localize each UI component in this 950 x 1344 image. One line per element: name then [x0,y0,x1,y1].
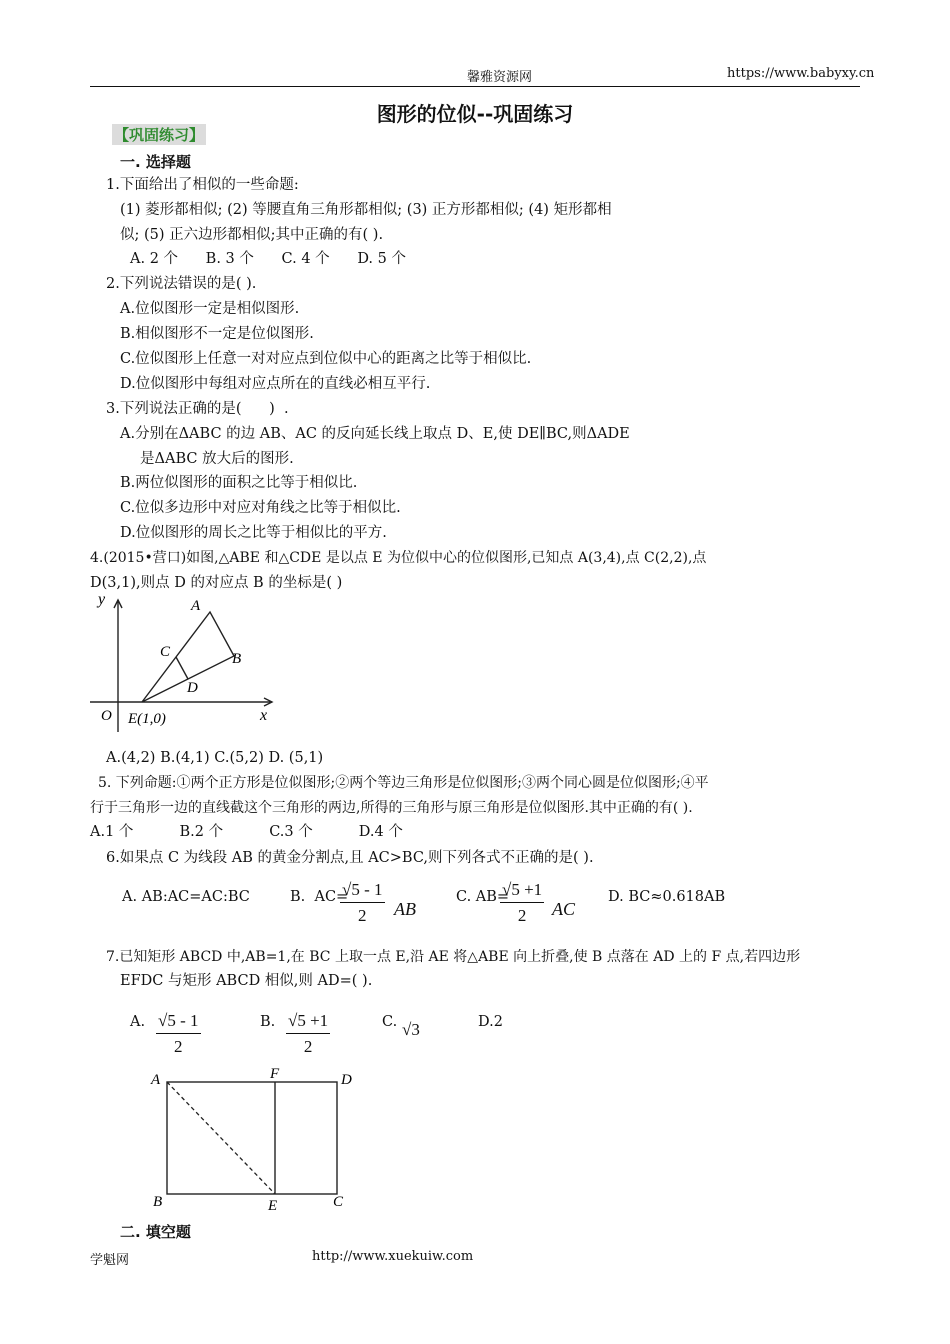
label-e: E(1,0) [128,711,166,727]
rectangle-abcd [167,1082,337,1194]
fold-line-ae [167,1082,275,1194]
label-f: F [270,1066,280,1082]
q2-option-b: B.相似图形不一定是位似图形. [120,326,314,342]
q3-option-a-line2: 是ΔABC 放大后的图形. [140,451,294,467]
q7-line1: 7.已知矩形 ABCD 中,AB=1,在 BC 上取一点 E,沿 AE 将△ABE 向上折叠,使 B 点落在 AD 上的 F 点,若四边形 [106,949,801,965]
q6-option-b-prefix: B. AC= [290,889,349,905]
q4-options: A.(4,2) B.(4,1) C.(5,2) D. (5,1) [106,750,324,766]
q5-line2: 行于三角形一边的直线截这个三角形的两边,所得的三角形与原三角形是位似图形.其中正确的有( ). [90,800,693,816]
section-heading-choice: 一. 选择题 [120,153,191,171]
q7-b-numerator: √5 +1 [286,1011,330,1034]
q1-line1: (1) 菱形都相似; (2) 等腰直角三角形都相似; (3) 正方形都相似; (4) 矩形都相 [120,202,612,218]
label-c: C [333,1194,344,1210]
label-d: D [187,680,198,696]
q7-option-a-label: A. [130,1014,146,1030]
q4-line2: D(3,1),则点 D 的对应点 B 的坐标是( ) [90,575,343,591]
q3-option-c: C.位似多边形中对应对角线之比等于相似比. [120,500,401,516]
label-o: O [101,708,112,724]
q1-options: A. 2 个 B. 3 个 C. 4 个 D. 5 个 [130,251,406,267]
label-c: C [160,644,171,660]
q6-option-a: A. AB:AC=AC:BC [122,889,250,905]
q1-stem: 1.下面给出了相似的一些命题: [106,177,299,193]
footer-site: 学魁网 [90,1253,130,1268]
q2-stem: 2.下列说法错误的是( ). [106,276,257,292]
label-a: A [151,1072,161,1088]
label-b: B [153,1194,163,1210]
footer-url: http://www.xuekuiw.com [312,1249,474,1264]
section-heading-fill: 二. 填空题 [120,1223,191,1241]
label-y: y [98,591,106,608]
q6-option-b-suffix: AB [394,899,416,919]
q5-options: A.1 个 B.2 个 C.3 个 D.4 个 [90,824,403,840]
q2-option-a: A.位似图形一定是相似图形. [120,301,300,317]
q3-option-a-line1: A.分别在ΔABC 的边 AB、AC 的反向延长线上取点 D、E,使 DE∥BC,则ΔADE [120,426,630,442]
q2-option-d: D.位似图形中每组对应点所在的直线必相互平行. [120,376,431,392]
q6-option-c-fraction [500,880,544,926]
q7-option-c-value: √3 [402,1020,420,1039]
q7-option-b-fraction [286,1011,330,1057]
q3-option-b: B.两位似图形的面积之比等于相似比. [120,475,358,491]
q7-option-b-label: B. [260,1014,276,1030]
q4-line1: 4.(2015•营口)如图,△ABE 和△CDE 是以点 E 为位似中心的位似图形,已知点 A(3,4),点 C(2,2),点 [90,550,707,566]
label-x: x [260,707,268,724]
q6-option-b-fraction [340,880,385,926]
label-b: B [232,651,242,667]
header-url: https://www.babyxy.cn [727,66,875,81]
page-title: 图形的位似--巩固练习 [376,102,574,126]
header-rule [90,86,860,87]
q6-stem: 6.如果点 C 为线段 AB 的黄金分割点,且 AC>BC,则下列各式不正确的是( ). [106,850,594,866]
q6-b-numerator: √5 - 1 [340,880,385,903]
q7-option-d: D.2 [478,1014,503,1030]
q3-stem: 3.下列说法正确的是( ) . [106,401,289,417]
section-tag: 【巩固练习】 [114,126,205,144]
q6-c-numerator: √5 +1 [500,880,544,903]
q7-line2: EFDC 与矩形 ABCD 相似,则 AD=( ). [120,973,373,989]
q7-option-a-fraction [156,1011,201,1057]
q2-option-c: C.位似图形上任意一对对应点到位似中心的距离之比等于相似比. [120,351,532,367]
q6-c-denominator: 2 [517,906,527,925]
q6-option-c-suffix: AC [552,899,576,919]
label-d: D [341,1072,352,1088]
q7-a-denominator: 2 [174,1037,183,1056]
header-site: 馨雅资源网 [467,70,533,85]
q7-rectangle-figure [145,1062,365,1217]
q7-option-c-label: C. [382,1014,398,1030]
q7-a-numerator: √5 - 1 [156,1011,201,1034]
q6-b-denominator: 2 [358,906,367,925]
q6-option-d: D. BC≈0.618AB [608,889,726,905]
q4-coordinate-figure [88,588,288,738]
q7-b-denominator: 2 [303,1037,313,1056]
label-e: E [268,1198,278,1214]
segment-cd [176,657,188,679]
q5-line1: 5. 下列命题:①两个正方形是位似图形;②两个等边三角形是位似图形;③两个同心圆是位似图形;④平 [98,775,709,791]
q3-option-d: D.位似图形的周长之比等于相似比的平方. [120,525,387,541]
q6-option-c-prefix: C. AB= [456,889,510,905]
q1-line2: 似; (5) 正六边形都相似;其中正确的有( ). [120,227,384,243]
label-a: A [191,598,201,614]
